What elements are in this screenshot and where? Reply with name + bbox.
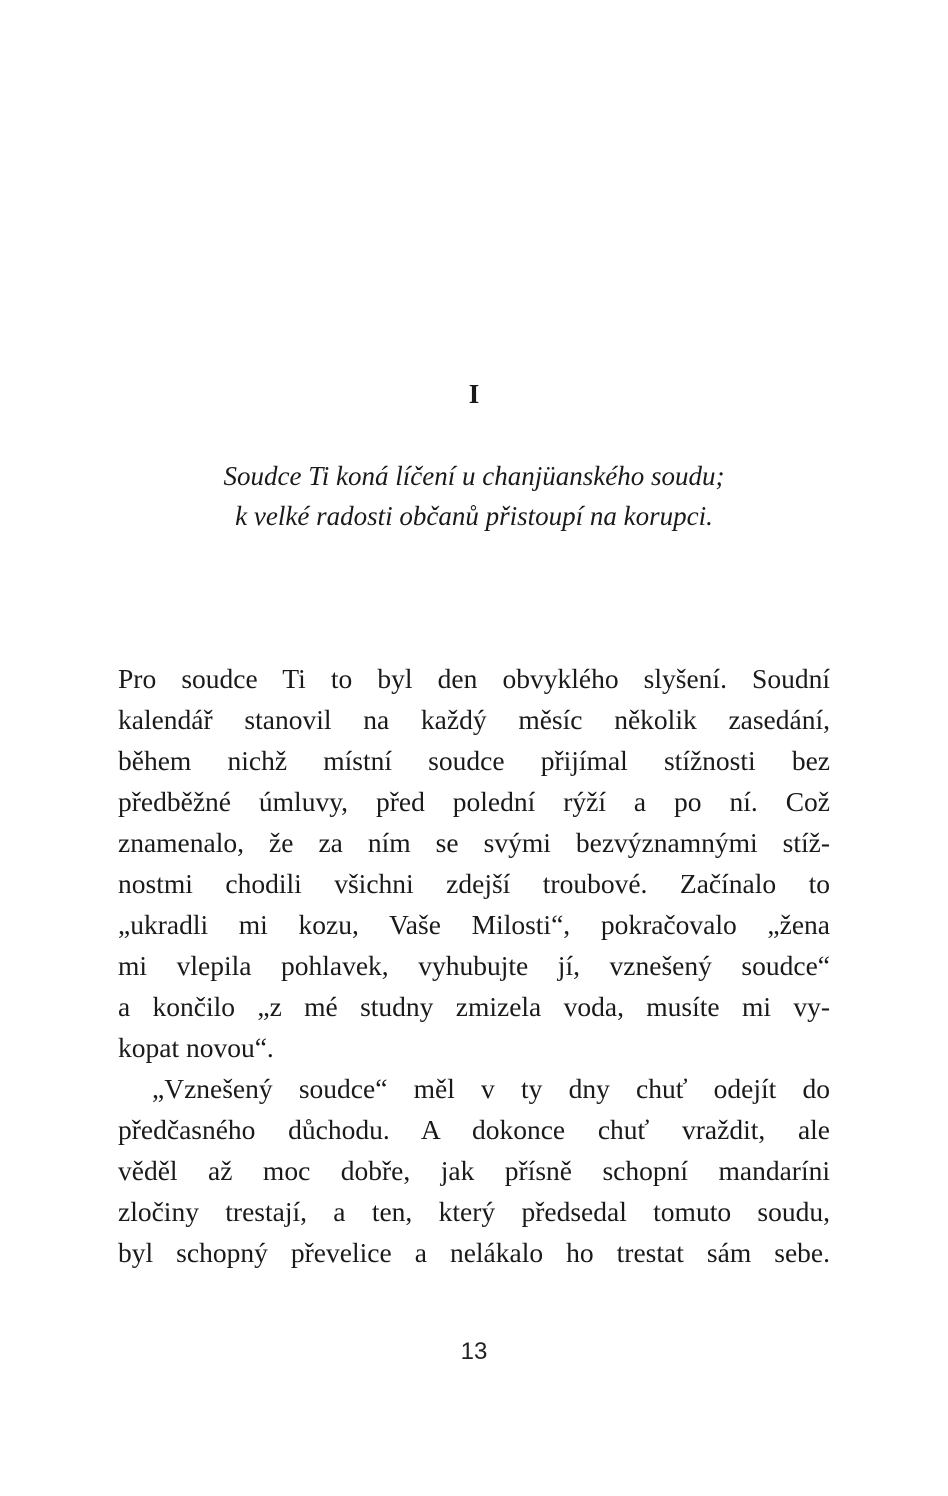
chapter-summary-line: Soudce Ti koná líčení u chanjüanského soudu; (223, 461, 725, 491)
text-line: nostmi chodili všichni zdejší troubové. Začínalo to (118, 868, 830, 899)
text-line: znamenalo, že za ním se svými bezvýznamnými stíž- (118, 827, 830, 858)
text-line: věděl až moc dobře, jak přísně schopní mandaríni (118, 1155, 830, 1186)
text-line: předběžné úmluvy, před polední rýží a po ní. Což (118, 786, 830, 817)
chapter-summary-line: k velké radosti občanů přistoupí na korupci. (235, 501, 713, 531)
text-line: během nichž místní soudce přijímal stížnosti bez (118, 745, 830, 776)
text-line: mi vlepila pohlavek, vyhubujte jí, vznešený soudce“ (118, 950, 830, 981)
text-line: byl schopný převelice a nelákalo ho trestat sám sebe. (118, 1237, 830, 1268)
text-line: a končilo „z mé studny zmizela voda, musíte mi vy- (118, 991, 830, 1022)
page-number: 13 (460, 1338, 488, 1365)
text-line: Pro soudce Ti to byl den obvyklého slyšení. Soudní (118, 663, 830, 694)
chapter-number: I (468, 379, 480, 409)
text-line: kalendář stanovil na každý měsíc několik zasedání, (118, 704, 830, 735)
paragraph-1 (118, 658, 830, 1068)
paragraph-2 (118, 1068, 830, 1273)
text-line: předčasného důchodu. A dokonce chuť vraždit, ale (118, 1114, 830, 1145)
text-line: kopat novou“. (118, 1032, 274, 1063)
body-text (118, 658, 830, 1273)
chapter-summary (118, 456, 830, 536)
text-line: zločiny trestají, a ten, který předsedal tomuto soudu, (118, 1196, 830, 1227)
text-line: „ukradli mi kozu, Vaše Milosti“, pokračovalo „žena (118, 909, 830, 940)
text-line: „Vznešený soudce“ měl v ty dny chuť odejít do (152, 1073, 830, 1104)
